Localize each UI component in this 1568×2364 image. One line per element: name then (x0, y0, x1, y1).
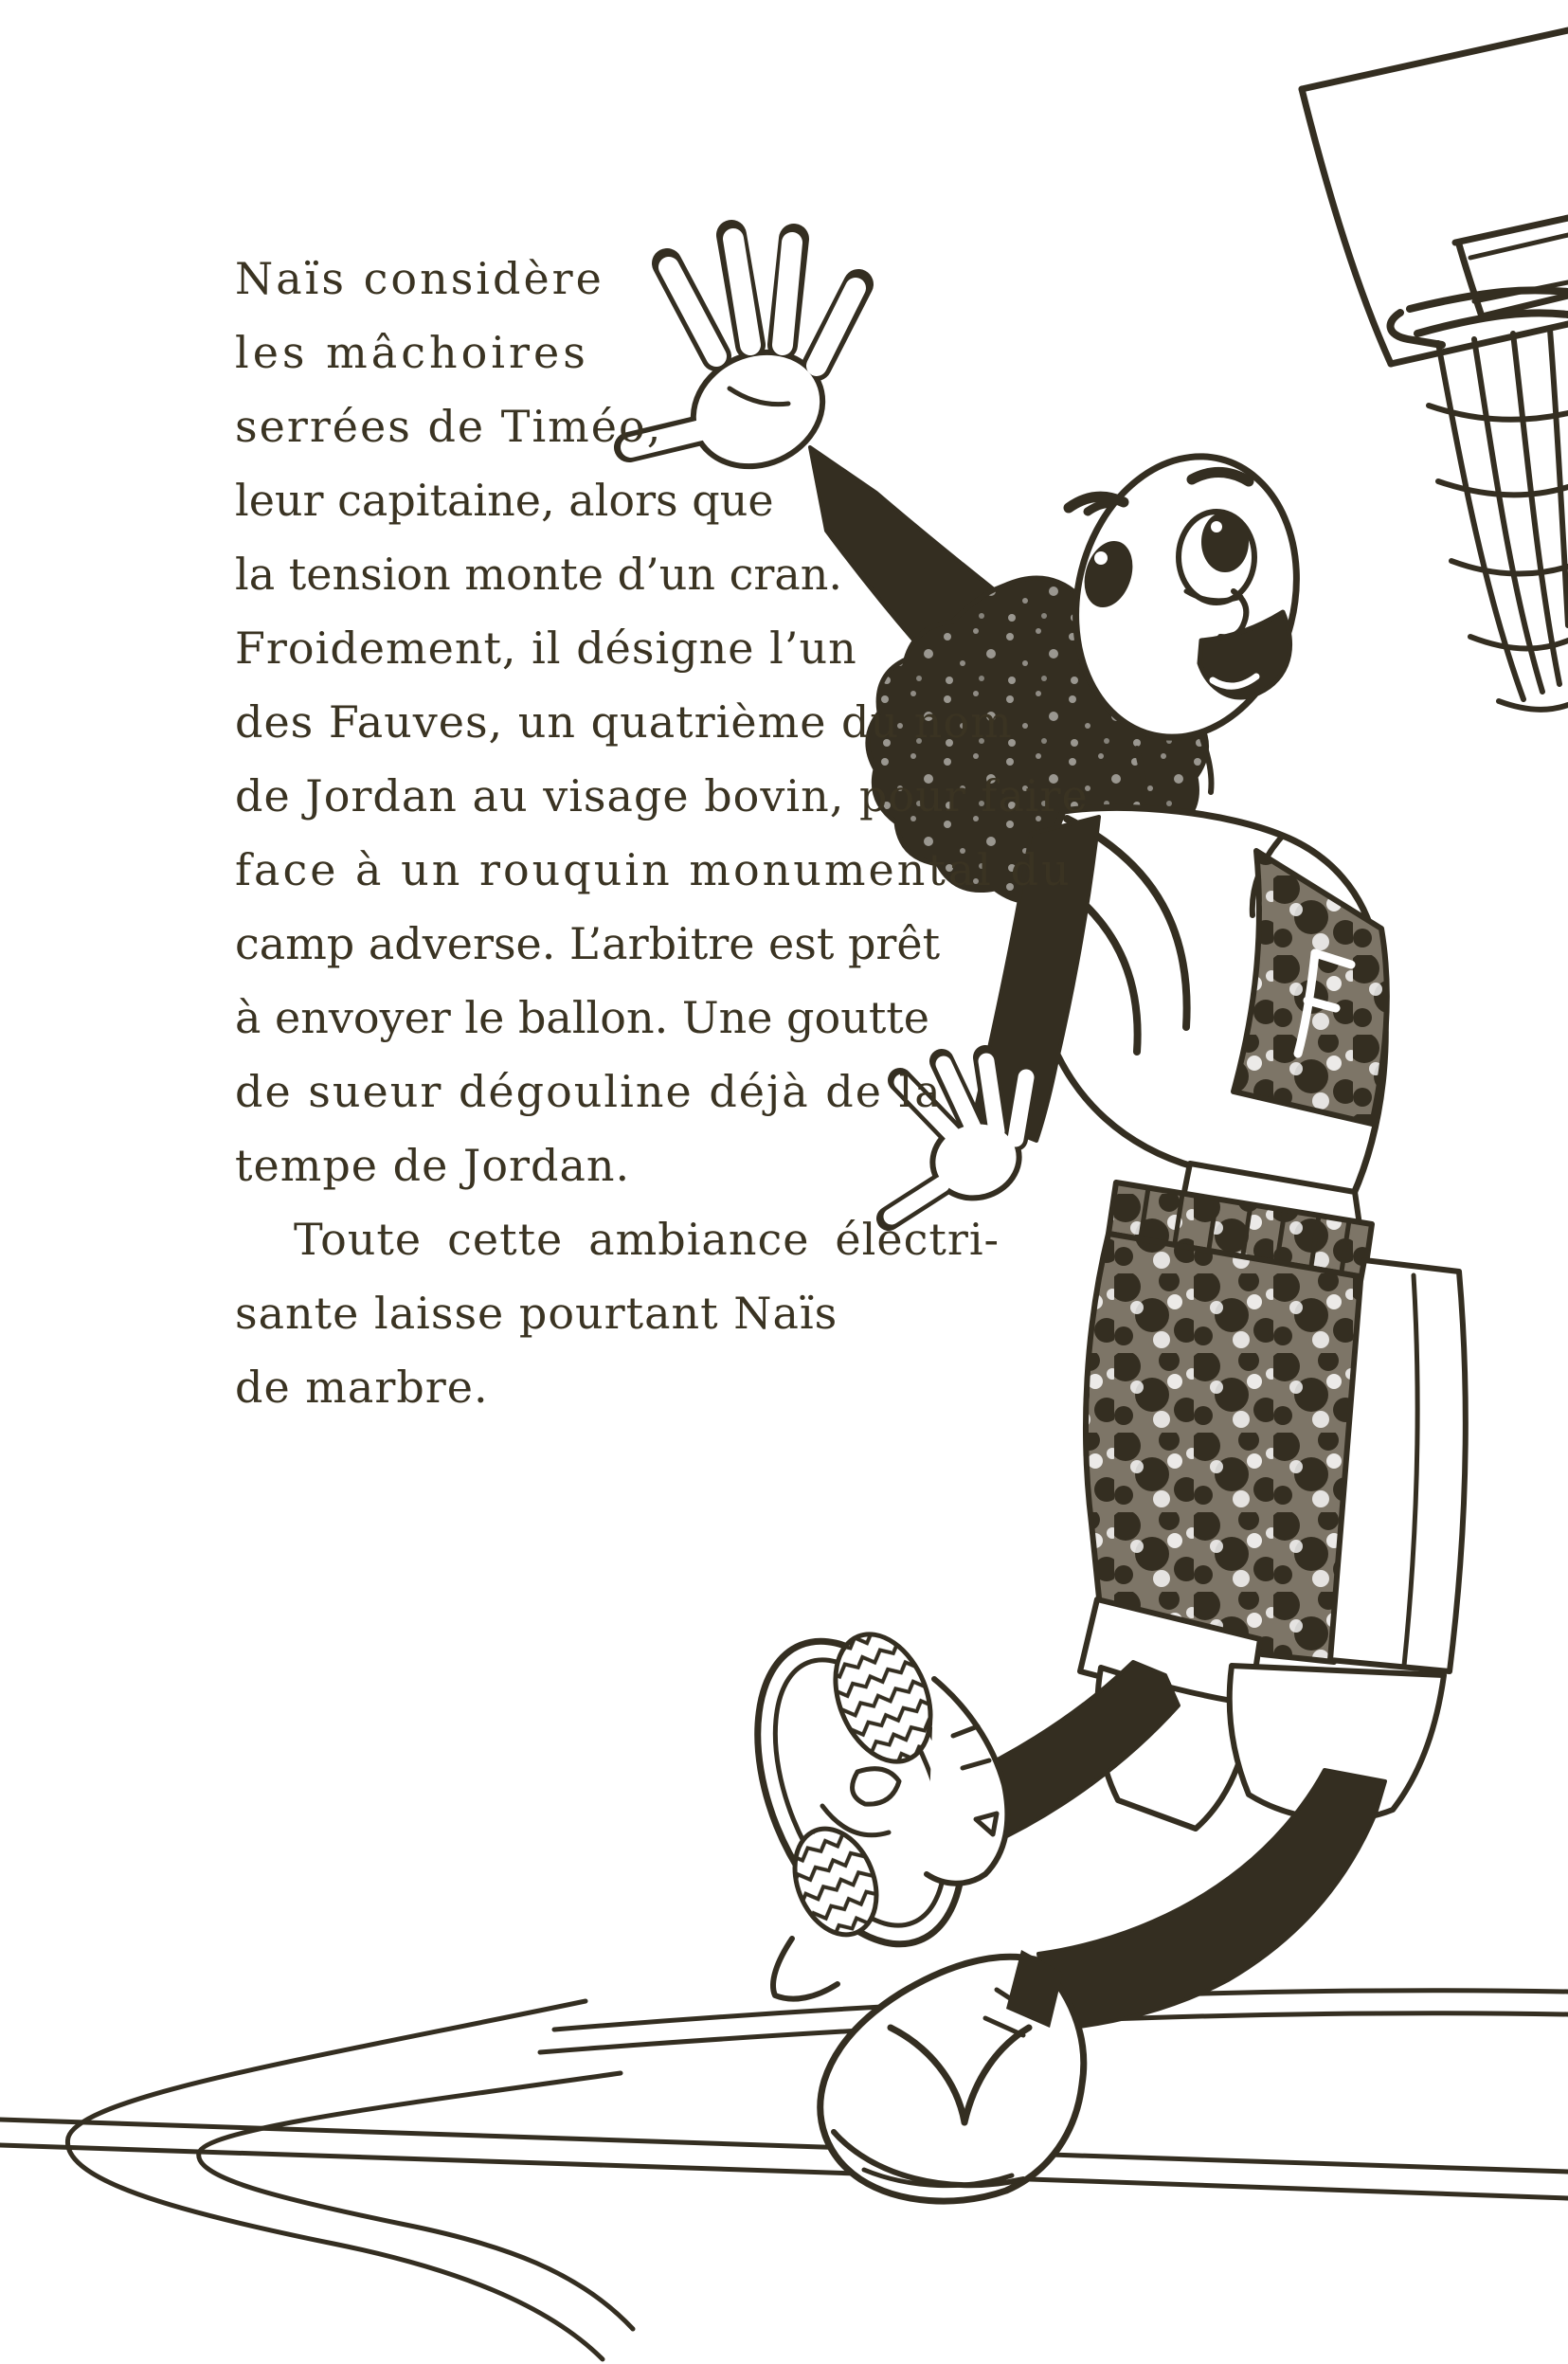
text-line-4: leur capitaine, alors que (235, 475, 774, 526)
text-line-5: la tension monte d’un cran. (235, 549, 842, 600)
text-line-16: de marbre. (235, 1362, 489, 1413)
text-line-8: de Jordan au visage bovin, pour faire (235, 770, 1089, 821)
text-line-11: à envoyer le ballon. Une goutte (235, 992, 930, 1043)
text-line-15: sante laisse pourtant Naïs (235, 1288, 838, 1339)
text-line-14: Toute cette ambiance électri- (294, 1214, 1000, 1265)
text-line-3: serrées de Timéo, (235, 401, 663, 452)
text-line-1: Naïs considère (235, 253, 604, 304)
text-line-13: tempe de Jordan. (235, 1140, 631, 1191)
text-line-2: les mâchoires (235, 327, 589, 378)
text-line-6: Froidement, il désigne l’un (235, 623, 857, 674)
text-line-12: de sueur dégouline déjà de la (235, 1066, 943, 1117)
text-line-9: face à un rouquin monumental du (235, 844, 1072, 895)
text-line-10: camp adverse. L’arbitre est prêt (235, 918, 941, 969)
text-line-7: des Fauves, un quatrième du nom (235, 696, 1013, 748)
